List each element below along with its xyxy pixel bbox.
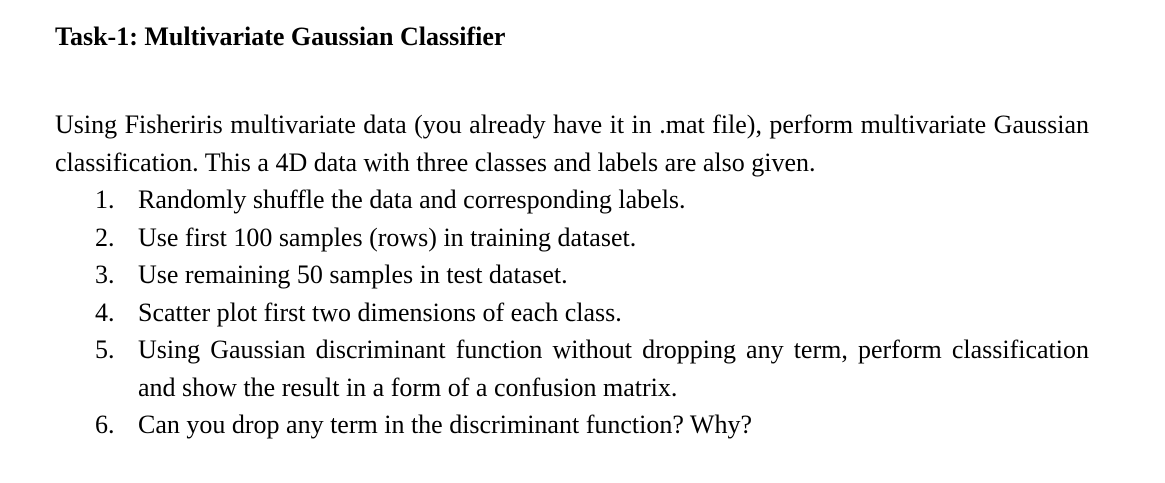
document-page: [55, 18, 1089, 444]
step-number: 5.: [95, 335, 115, 364]
step-text: Use remaining 50 samples in test dataset.: [138, 260, 568, 289]
steps-list: [55, 181, 1089, 444]
list-item: [95, 256, 1089, 294]
intro-paragraph: Using Fisheriris multivariate data (you already have it in .mat file), perform multivariate Gaussian classification. This a 4D data with three classes and labels are also given.: [55, 110, 1089, 177]
step-text: Randomly shuffle the data and corresponding labels.: [138, 185, 686, 214]
step-text: Using Gaussian discriminant function without dropping any term, perform classification and show the result in a form of a confusion matrix.: [138, 335, 1089, 402]
step-number: 1.: [95, 185, 115, 214]
step-text: Can you drop any term in the discriminant function? Why?: [138, 410, 752, 439]
step-number: 3.: [95, 260, 115, 289]
list-item: [95, 331, 1089, 406]
step-number: 6.: [95, 410, 115, 439]
step-text: Use first 100 samples (rows) in training dataset.: [138, 222, 637, 252]
step-text: Scatter plot first two dimensions of each class.: [138, 297, 622, 327]
list-item: [95, 406, 1089, 444]
task-title: Task-1: Multivariate Gaussian Classifier: [55, 22, 506, 51]
step-number: 2.: [95, 222, 115, 252]
list-item: [95, 219, 1089, 257]
list-item: [95, 294, 1089, 332]
list-item: [95, 181, 1089, 219]
step-number: 4.: [95, 297, 115, 327]
